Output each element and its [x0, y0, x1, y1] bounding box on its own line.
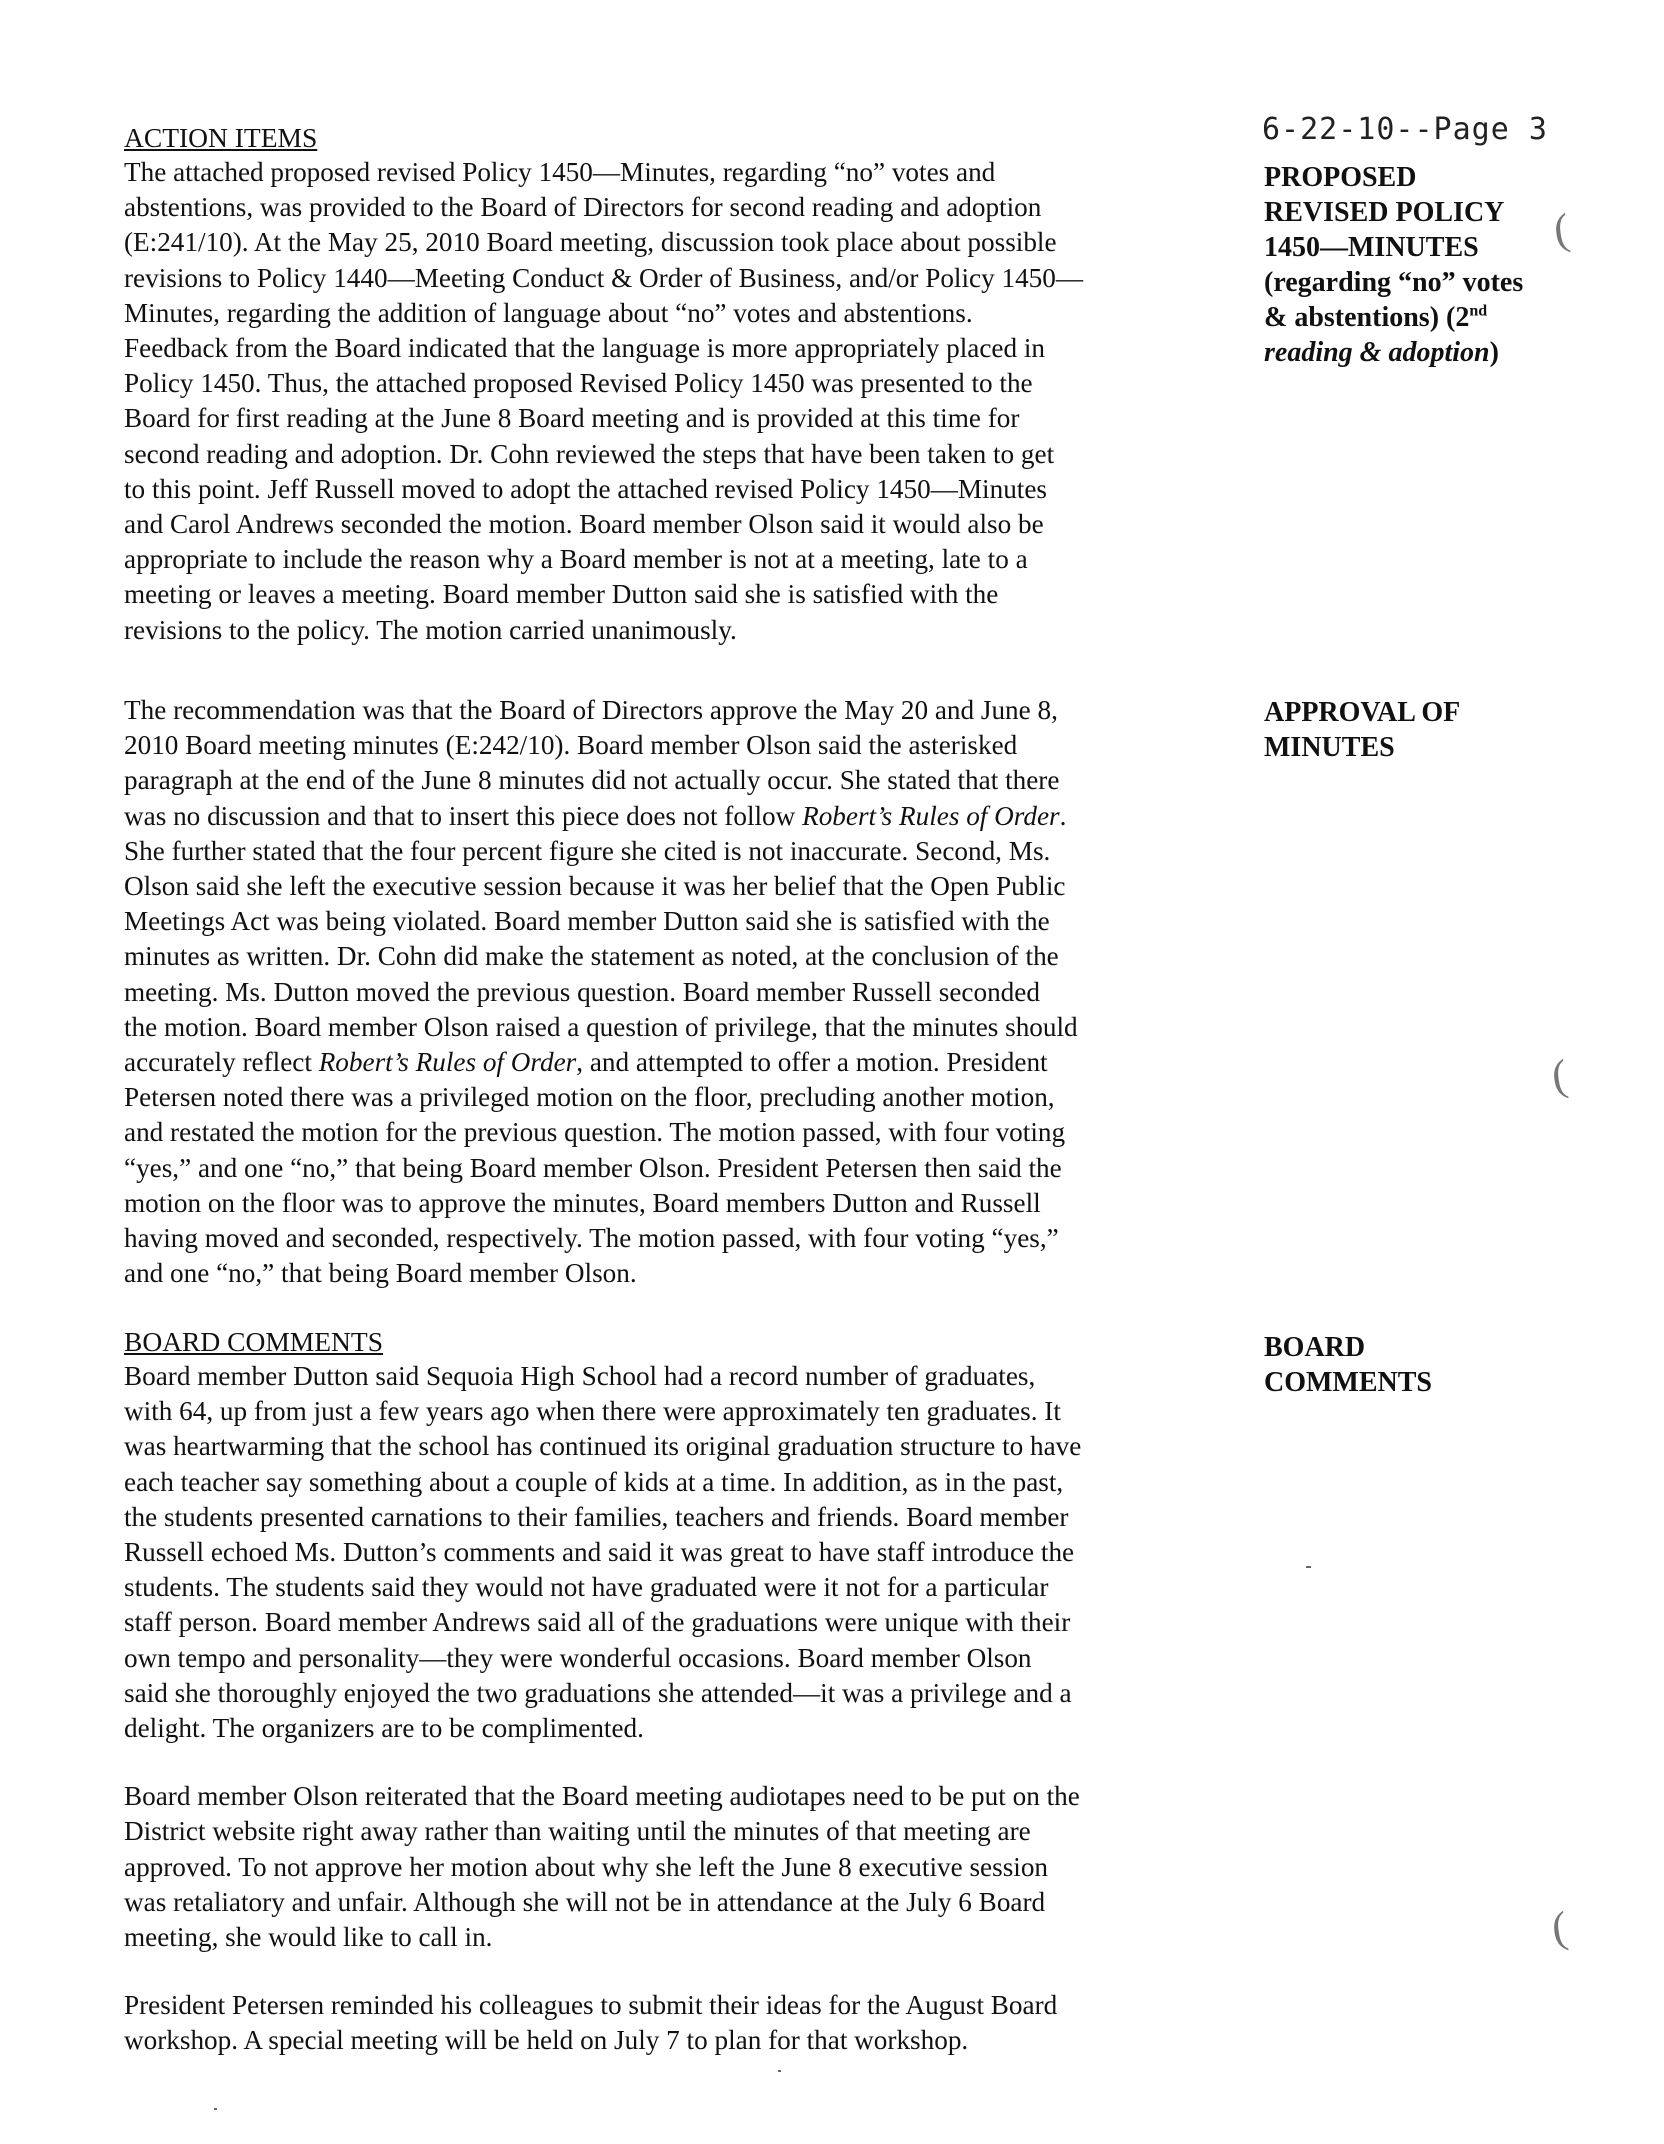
text-line: Petersen noted there was a privileged motion on the floor, precluding another motion,: [124, 1082, 1055, 1113]
text-line: motion on the floor was to approve the minutes, Board members Dutton and Russell: [124, 1187, 1041, 1218]
text-line: was heartwarming that the school has continued its original graduation structure to have: [124, 1431, 1082, 1462]
side-label-line: REVISED POLICY: [1264, 197, 1505, 228]
text-line: Policy 1450. Thus, the attached proposed Revised Policy 1450 was presented to the: [124, 368, 1033, 399]
board-comments-paragraph-2: [124, 1779, 1204, 1955]
text-line: with 64, up from just a few years ago when there were approximately ten graduates. It: [124, 1396, 1061, 1427]
text-line: each teacher say something about a couple of kids at a time. In addition, as in the past,: [124, 1466, 1064, 1497]
text-line: the students presented carnations to their families, teachers and friends. Board member: [124, 1501, 1069, 1532]
text-line: Olson said she left the executive session because it was her belief that the Open Public: [124, 871, 1066, 902]
text-line: having moved and seconded, respectively. The motion passed, with four voting “yes,”: [124, 1223, 1059, 1254]
text-line: Feedback from the Board indicated that the language is more appropriately placed in: [124, 333, 1046, 364]
text-line: the motion. Board member Olson raised a question of privilege, that the minutes should: [124, 1011, 1078, 1042]
margin-paren-mark: (: [1550, 204, 1572, 255]
text-line: Board for first reading at the June 8 Board meeting and is provided at this time for: [124, 403, 1020, 434]
text-line: meeting or leaves a meeting. Board member Dutton said she is satisfied with the: [124, 579, 999, 610]
side-label-line: APPROVAL OF: [1264, 697, 1461, 728]
margin-paren-mark: (: [1548, 1902, 1570, 1953]
text-line: President Petersen reminded his colleagues to submit their ideas for the August Board: [124, 1990, 1058, 2021]
page-number: 6-22-10--Page 3: [1262, 112, 1548, 147]
side-label-line: COMMENTS: [1264, 1367, 1432, 1398]
text-line: meeting, she would like to call in.: [124, 1922, 493, 1953]
text-line: Meetings Act was being violated. Board member Dutton said she is satisfied with the: [124, 906, 1050, 937]
side-label-line: [1264, 335, 1644, 370]
board-comments-heading: BOARD COMMENTS: [124, 1326, 383, 1357]
action-items-heading: ACTION ITEMS: [124, 122, 318, 153]
action-items-side-label: [1264, 160, 1644, 370]
text-run: was no discussion and that to insert this piece does not follow: [124, 800, 803, 831]
text-line: paragraph at the end of the June 8 minutes did not actually occur. She stated that there: [124, 765, 1060, 796]
text-line: and one “no,” that being Board member Olson.: [124, 1258, 637, 1289]
text-line: approved. To not approve her motion about why she left the June 8 executive session: [124, 1851, 1049, 1882]
text-run: .: [1059, 800, 1067, 831]
text-line: staff person. Board member Andrews said all of the graduations were unique with their: [124, 1607, 1071, 1638]
side-label-line: 1450—MINUTES: [1264, 232, 1479, 263]
text-line: was retaliatory and unfair. Although she will not be in attendance at the July 6 Board: [124, 1886, 1046, 1917]
text-line: revisions to the policy. The motion carried unanimously.: [124, 614, 737, 645]
text-line: own tempo and personality—they were wonderful occasions. Board member Olson: [124, 1642, 1032, 1673]
text-line: and Carol Andrews seconded the motion. Board member Olson said it would also be: [124, 509, 1044, 540]
text-run: , and attempted to offer a motion. President: [576, 1047, 1048, 1078]
scan-speck: [778, 2070, 781, 2072]
side-label-superscript: nd: [1469, 302, 1488, 320]
text-line: Board member Dutton said Sequoia High School had a record number of graduates,: [124, 1361, 1036, 1391]
text-line: [124, 1045, 1204, 1080]
text-line: and restated the motion for the previous question. The motion passed, with four voting: [124, 1117, 1066, 1148]
text-line: Board member Olson reiterated that the Board meeting audiotapes need to be put on the: [124, 1781, 1080, 1812]
text-line: minutes as written. Dr. Cohn did make the statement as noted, at the conclusion of the: [124, 941, 1059, 972]
board-comments-paragraph-1: [124, 1359, 1204, 1746]
side-label-line: [1264, 300, 1644, 335]
approval-of-minutes-paragraph: [124, 693, 1204, 1291]
board-comments-side-label: [1264, 1330, 1644, 1400]
text-line: She further stated that the four percent figure she cited is not inaccurate. Second, Ms.: [124, 835, 1051, 866]
text-line: 2010 Board meeting minutes (E:242/10). Board member Olson said the asterisked: [124, 730, 1018, 761]
text-line: “yes,” and one “no,” that being Board member Olson. President Petersen then said the: [124, 1152, 1062, 1183]
book-title-italic: Robert’s Rules of Order: [802, 800, 1060, 831]
scan-speck: [214, 2108, 217, 2110]
text-line: said she thoroughly enjoyed the two graduations she attended—it was a privilege and a: [124, 1677, 1072, 1708]
action-items-paragraph: [124, 155, 1204, 648]
text-line: [124, 799, 1204, 834]
approval-of-minutes-section: [124, 693, 1204, 1291]
margin-paren-mark: (: [1548, 1050, 1570, 1101]
text-line: second reading and adoption. Dr. Cohn reviewed the steps that have been taken to get: [124, 438, 1055, 469]
side-label-text: & abstentions) (2: [1264, 302, 1470, 333]
board-comments-section: [124, 1325, 1204, 2059]
board-comments-paragraph-3: [124, 1988, 1204, 2058]
book-title-italic: Robert’s Rules of Order: [318, 1047, 577, 1078]
scan-speck: [1306, 1566, 1311, 1568]
side-label-italic-text: reading & adoption: [1264, 337, 1490, 368]
text-line: (E:241/10). At the May 25, 2010 Board meeting, discussion took place about possible: [124, 227, 1057, 258]
approval-of-minutes-side-label: [1264, 695, 1644, 765]
action-items-section: [124, 121, 1204, 648]
text-line: meeting. Ms. Dutton moved the previous question. Board member Russell seconded: [124, 976, 1040, 1007]
text-line: Minutes, regarding the addition of language about “no” votes and abstentions.: [124, 297, 973, 328]
side-label-line: PROPOSED: [1264, 162, 1417, 193]
side-label-line: MINUTES: [1264, 732, 1395, 763]
text-line: The recommendation was that the Board of Directors approve the May 20 and June 8,: [124, 695, 1058, 725]
side-label-line: BOARD: [1264, 1332, 1366, 1363]
side-label-line: (regarding “no” votes: [1264, 267, 1524, 298]
text-line: The attached proposed revised Policy 1450—Minutes, regarding “no” votes and: [124, 157, 996, 187]
text-line: workshop. A special meeting will be held on July 7 to plan for that workshop.: [124, 2025, 969, 2056]
text-line: delight. The organizers are to be complimented.: [124, 1713, 644, 1744]
text-line: students. The students said they would not have graduated were it not for a particular: [124, 1572, 1049, 1603]
text-line: Russell echoed Ms. Dutton’s comments and said it was great to have staff introduce the: [124, 1537, 1075, 1568]
text-line: District website right away rather than waiting until the minutes of that meeting are: [124, 1816, 1031, 1847]
text-run: accurately reflect: [124, 1047, 319, 1078]
text-line: to this point. Jeff Russell moved to adopt the attached revised Policy 1450—Minutes: [124, 473, 1047, 504]
text-line: abstentions, was provided to the Board of Directors for second reading and adoption: [124, 192, 1042, 223]
text-line: revisions to Policy 1440—Meeting Conduct & Order of Business, and/or Policy 1450—: [124, 262, 1084, 293]
text-line: appropriate to include the reason why a Board member is not at a meeting, late to a: [124, 544, 1028, 575]
side-label-text: ): [1489, 337, 1499, 368]
